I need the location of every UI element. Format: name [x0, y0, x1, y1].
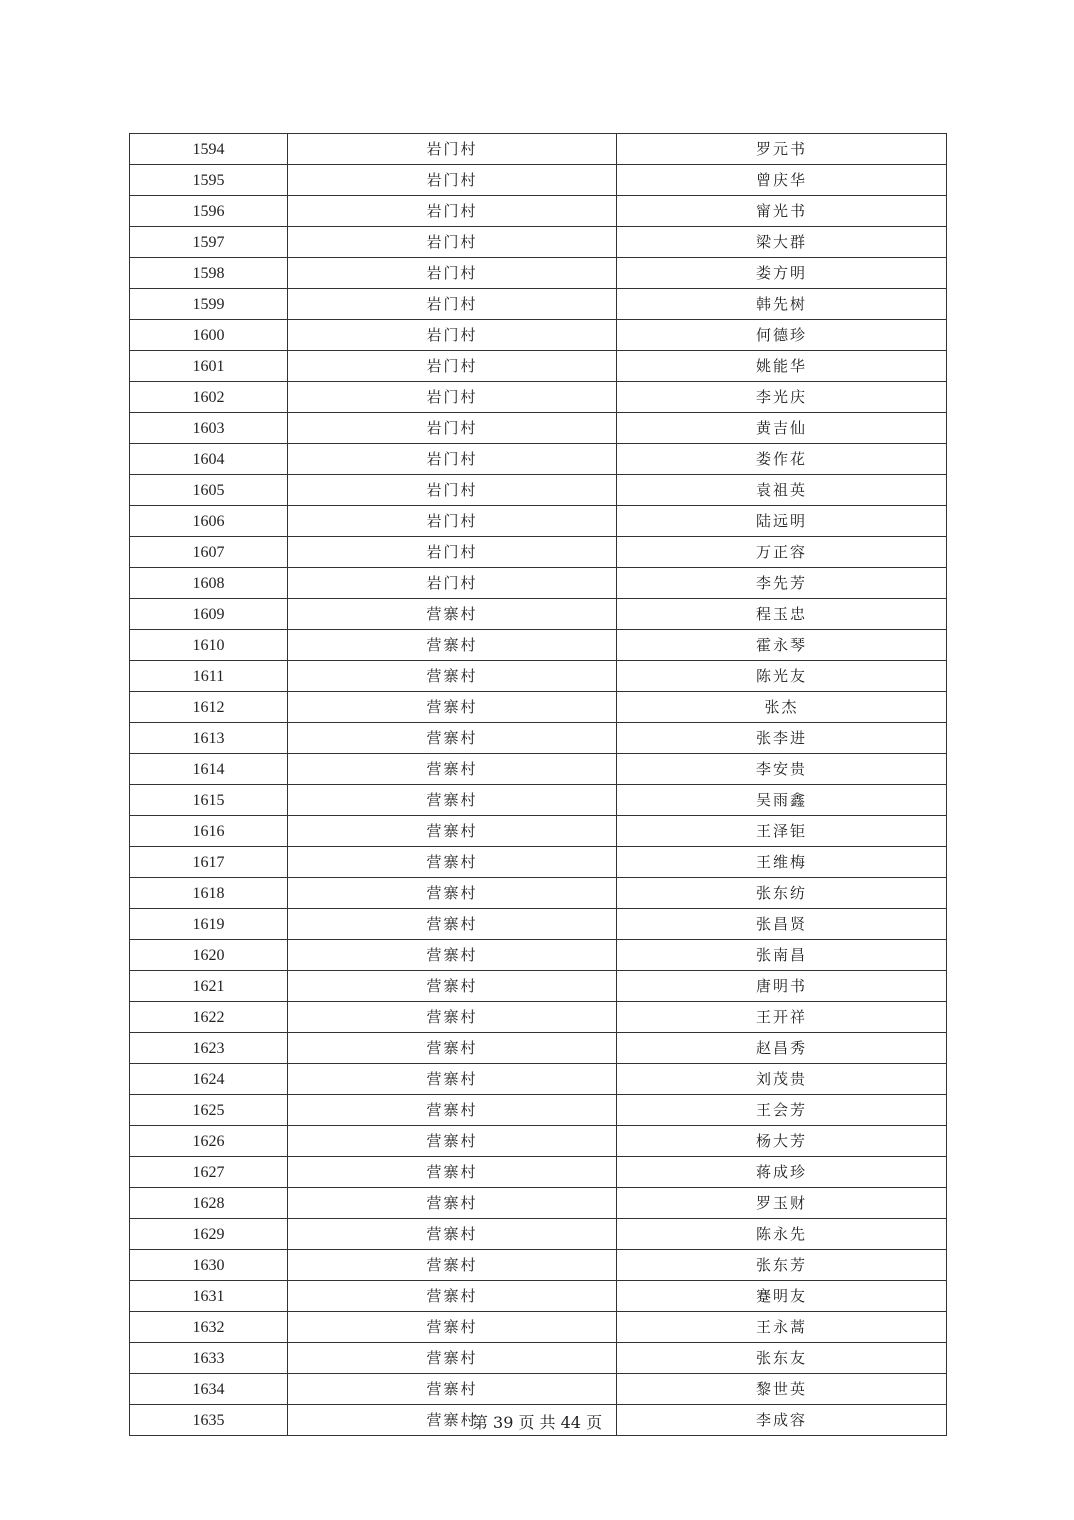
row-number-cell: 1614 [130, 754, 288, 785]
village-cell: 营寨村 [288, 1002, 617, 1033]
village-cell: 岩门村 [288, 537, 617, 568]
person-name-cell: 王开祥 [617, 1002, 947, 1033]
table-row [130, 1281, 947, 1312]
person-name-cell: 梁大群 [617, 227, 947, 258]
table-row [130, 1343, 947, 1374]
person-name-cell: 张李进 [617, 723, 947, 754]
person-name-cell: 袁祖英 [617, 475, 947, 506]
row-number-cell: 1631 [130, 1281, 288, 1312]
person-name-cell: 曾庆华 [617, 165, 947, 196]
row-number-cell: 1609 [130, 599, 288, 630]
table-row [130, 196, 947, 227]
row-number-cell: 1613 [130, 723, 288, 754]
village-cell: 营寨村 [288, 816, 617, 847]
row-number-cell: 1608 [130, 568, 288, 599]
village-cell: 营寨村 [288, 1343, 617, 1374]
table-row [130, 568, 947, 599]
person-name-cell: 张南昌 [617, 940, 947, 971]
village-cell: 营寨村 [288, 661, 617, 692]
row-number-cell: 1634 [130, 1374, 288, 1405]
table-row [130, 227, 947, 258]
person-name-cell: 唐明书 [617, 971, 947, 1002]
village-cell: 营寨村 [288, 1126, 617, 1157]
row-number-cell: 1602 [130, 382, 288, 413]
table-row [130, 661, 947, 692]
village-cell: 岩门村 [288, 351, 617, 382]
table-row [130, 444, 947, 475]
row-number-cell: 1615 [130, 785, 288, 816]
village-cell: 营寨村 [288, 1250, 617, 1281]
table-row [130, 723, 947, 754]
row-number-cell: 1598 [130, 258, 288, 289]
person-name-cell: 张东芳 [617, 1250, 947, 1281]
village-cell: 岩门村 [288, 196, 617, 227]
roster-table [129, 133, 947, 1436]
person-name-cell: 王泽钜 [617, 816, 947, 847]
village-cell: 营寨村 [288, 940, 617, 971]
person-name-cell: 李先芳 [617, 568, 947, 599]
village-cell: 营寨村 [288, 785, 617, 816]
person-name-cell: 李光庆 [617, 382, 947, 413]
table-row [130, 1188, 947, 1219]
village-cell: 营寨村 [288, 599, 617, 630]
row-number-cell: 1617 [130, 847, 288, 878]
person-name-cell: 杨大芳 [617, 1126, 947, 1157]
row-number-cell: 1620 [130, 940, 288, 971]
row-number-cell: 1605 [130, 475, 288, 506]
person-name-cell: 张东纺 [617, 878, 947, 909]
row-number-cell: 1600 [130, 320, 288, 351]
person-name-cell: 程玉忠 [617, 599, 947, 630]
table-row [130, 475, 947, 506]
village-cell: 岩门村 [288, 289, 617, 320]
row-number-cell: 1618 [130, 878, 288, 909]
person-name-cell: 蒋成珍 [617, 1157, 947, 1188]
page-footer: 第 39 页 共 44 页 [471, 1413, 603, 1432]
row-number-cell: 1599 [130, 289, 288, 320]
person-name-cell: 陈永先 [617, 1219, 947, 1250]
row-number-cell: 1616 [130, 816, 288, 847]
person-name-cell: 霍永琴 [617, 630, 947, 661]
table-row [130, 847, 947, 878]
table-row [130, 134, 947, 165]
row-number-cell: 1626 [130, 1126, 288, 1157]
row-number-cell: 1630 [130, 1250, 288, 1281]
row-number-cell: 1597 [130, 227, 288, 258]
row-number-cell: 1619 [130, 909, 288, 940]
person-name-cell: 吴雨鑫 [617, 785, 947, 816]
table-row [130, 1219, 947, 1250]
table-row [130, 1157, 947, 1188]
village-cell: 营寨村 [288, 1219, 617, 1250]
person-name-cell: 王会芳 [617, 1095, 947, 1126]
table-row [130, 1033, 947, 1064]
person-name-cell: 娄方明 [617, 258, 947, 289]
row-number-cell: 1622 [130, 1002, 288, 1033]
village-cell: 营寨村 [288, 1157, 617, 1188]
person-name-cell: 甯光书 [617, 196, 947, 227]
village-cell: 营寨村 [288, 754, 617, 785]
village-cell: 营寨村 [288, 878, 617, 909]
table-row [130, 1312, 947, 1343]
table-row [130, 413, 947, 444]
table-row [130, 599, 947, 630]
village-cell: 岩门村 [288, 165, 617, 196]
person-name-cell: 何德珍 [617, 320, 947, 351]
village-cell: 岩门村 [288, 258, 617, 289]
table-row [130, 258, 947, 289]
row-number-cell: 1629 [130, 1219, 288, 1250]
village-cell: 营寨村 [288, 1405, 617, 1436]
person-name-cell: 王维梅 [617, 847, 947, 878]
table-row [130, 382, 947, 413]
person-name-cell: 蹇明友 [617, 1281, 947, 1312]
village-cell: 营寨村 [288, 1064, 617, 1095]
village-cell: 岩门村 [288, 227, 617, 258]
table-row [130, 165, 947, 196]
village-cell: 岩门村 [288, 413, 617, 444]
row-number-cell: 1601 [130, 351, 288, 382]
village-cell: 岩门村 [288, 475, 617, 506]
row-number-cell: 1611 [130, 661, 288, 692]
row-number-cell: 1606 [130, 506, 288, 537]
row-number-cell: 1627 [130, 1157, 288, 1188]
table-row [130, 1126, 947, 1157]
village-cell: 营寨村 [288, 1033, 617, 1064]
row-number-cell: 1604 [130, 444, 288, 475]
village-cell: 岩门村 [288, 382, 617, 413]
roster-table-body [130, 134, 947, 1436]
person-name-cell: 张东友 [617, 1343, 947, 1374]
person-name-cell: 陈光友 [617, 661, 947, 692]
person-name-cell: 黎世英 [617, 1374, 947, 1405]
person-name-cell: 万正容 [617, 537, 947, 568]
person-name-cell: 李成容 [617, 1405, 947, 1436]
row-number-cell: 1610 [130, 630, 288, 661]
person-name-cell: 姚能华 [617, 351, 947, 382]
village-cell: 岩门村 [288, 444, 617, 475]
table-row [130, 878, 947, 909]
village-cell: 营寨村 [288, 1312, 617, 1343]
table-row [130, 754, 947, 785]
table-row [130, 351, 947, 382]
village-cell: 岩门村 [288, 568, 617, 599]
village-cell: 营寨村 [288, 723, 617, 754]
row-number-cell: 1596 [130, 196, 288, 227]
table-row [130, 1002, 947, 1033]
village-cell: 岩门村 [288, 506, 617, 537]
table-row [130, 940, 947, 971]
person-name-cell: 陆远明 [617, 506, 947, 537]
person-name-cell: 刘茂贵 [617, 1064, 947, 1095]
table-row [130, 289, 947, 320]
table-row [130, 537, 947, 568]
row-number-cell: 1595 [130, 165, 288, 196]
row-number-cell: 1633 [130, 1343, 288, 1374]
village-cell: 营寨村 [288, 1095, 617, 1126]
table-row [130, 692, 947, 723]
row-number-cell: 1594 [130, 134, 288, 165]
row-number-cell: 1632 [130, 1312, 288, 1343]
village-cell: 营寨村 [288, 909, 617, 940]
table-row [130, 1095, 947, 1126]
table-row [130, 506, 947, 537]
village-cell: 岩门村 [288, 320, 617, 351]
village-cell: 营寨村 [288, 847, 617, 878]
village-cell: 岩门村 [288, 134, 617, 165]
person-name-cell: 张昌贤 [617, 909, 947, 940]
person-name-cell: 韩先树 [617, 289, 947, 320]
person-name-cell: 黄吉仙 [617, 413, 947, 444]
table-row [130, 785, 947, 816]
row-number-cell: 1635 [130, 1405, 288, 1436]
row-number-cell: 1625 [130, 1095, 288, 1126]
row-number-cell: 1603 [130, 413, 288, 444]
table-row [130, 1064, 947, 1095]
village-cell: 营寨村 [288, 971, 617, 1002]
person-name-cell: 赵昌秀 [617, 1033, 947, 1064]
village-cell: 营寨村 [288, 692, 617, 723]
person-name-cell: 张杰 [617, 692, 947, 723]
table-row [130, 816, 947, 847]
person-name-cell: 罗元书 [617, 134, 947, 165]
person-name-cell: 娄作花 [617, 444, 947, 475]
village-cell: 营寨村 [288, 630, 617, 661]
village-cell: 营寨村 [288, 1281, 617, 1312]
row-number-cell: 1623 [130, 1033, 288, 1064]
row-number-cell: 1628 [130, 1188, 288, 1219]
row-number-cell: 1624 [130, 1064, 288, 1095]
table-row [130, 1374, 947, 1405]
table-row [130, 1250, 947, 1281]
village-cell: 营寨村 [288, 1374, 617, 1405]
table-row [130, 320, 947, 351]
village-cell: 营寨村 [288, 1188, 617, 1219]
person-name-cell: 王永蒿 [617, 1312, 947, 1343]
table-row [130, 909, 947, 940]
row-number-cell: 1607 [130, 537, 288, 568]
table-row [130, 630, 947, 661]
person-name-cell: 罗玉财 [617, 1188, 947, 1219]
row-number-cell: 1621 [130, 971, 288, 1002]
table-row [130, 971, 947, 1002]
row-number-cell: 1612 [130, 692, 288, 723]
person-name-cell: 李安贵 [617, 754, 947, 785]
